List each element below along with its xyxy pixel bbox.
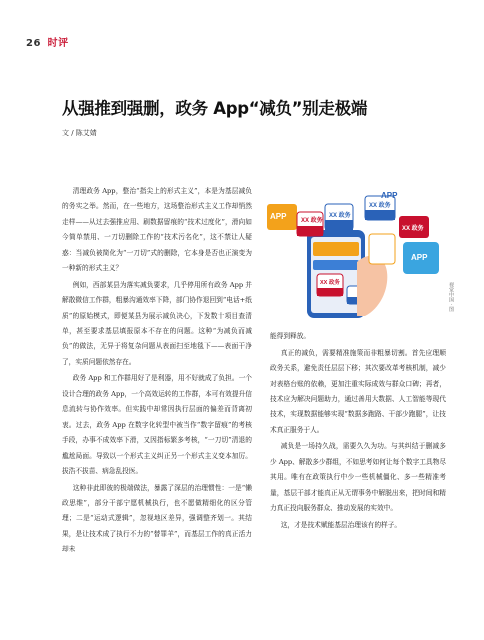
- page-number: 26: [26, 38, 41, 49]
- paragraph: 例如，西部某县为落实减负要求，几乎停用所有政务 App 并解散微信工作群，粗暴沟通效率下降，部门协作退回到“电话+纸质”的原始模式，即便某县为展示减负决心，下发数十项目查清单，甚至要求基层填报原本不存在的问题。这种“为减负而减负”的做法，无异于将复杂问题从表面扫至地毯下——表面干净了，实质问题依然存在。: [62, 280, 252, 366]
- page-header: [26, 34, 69, 49]
- paragraph: 减负是一场持久战，需要久久为功。与其纠结于删减多少 App、解散多少群组，不如思考如何让每个数字工具物尽其用。唯有在政策执行中少一些机械僵化、多一些精准考量，基层干部才能真正从无谓事务中解脱出来，把时间和精力真正投向服务群众、推动发展的实效中。: [270, 442, 447, 513]
- paragraph: 这，才是技术赋能基层治理该有的样子。: [280, 520, 402, 529]
- photo-credit: 视觉中国 · 图: [448, 282, 454, 312]
- phone-graphic: [307, 230, 365, 318]
- tile-label: APP: [411, 253, 428, 262]
- paragraph: 清理政务 App，整治“指尖上的形式主义”，本是为基层减负的务实之举。然而，在一些地方，这场整治形式主义工作却悄然走样——从过去强推应用、刷数据留痕的“技术过度化”，滑向如今简单禁用、一刀切删除工作的“技术污名化”，这不禁让人疑惑：当减负被简化为“一刀切”式的删除，它本身是否也正演变为一种新的形式主义？: [62, 187, 252, 273]
- paragraph: 政务 App 和工作群用好了是利器，用不好就成了负担。一个设计合理的政务 App，一个高效运转的工作群，本可有效提升信息流转与协作效率。但实践中却常因执行层面的偏差而背离初衷。过去，政务 App 在数字化转型中被当作“数字留痕”的考核手段，办事不成效率下滑，又因指标繁多考核，“一刀切”清退的尴尬局面。导致以一个形式主义纠正另一个形式主义变本加厉。拔浩不拔苗、病急乱投医。: [62, 374, 252, 475]
- phone-app-illustration: [261, 190, 457, 320]
- paragraph: 真正的减负，需要精准施策而非粗暴切割。首先应理顺政务关系，避免责任层层下移；其次要改革考核机制，减少对表格台账的依赖，更加注重实际成效与群众口碑；再者，技术应为解决问题助力，通过善用大数据、人工智能等现代技术，实现数据能够实现“数据多跑路、干部少跑腿”，让技术真正服务于人。: [270, 348, 446, 434]
- section-label: 时评: [47, 38, 69, 49]
- paragraph: 这种非此即彼的极端做法，暴露了深层的治理惯性：一是“懒政思维”，部分干部宁愿机械执行，也不愿做精细化的区分管理；二是“运动式逻辑”，忽视地区差异，强调整齐划一。其结果，是让技术成了执行不力的“替罪羊”，而基层工作的真正活力却未: [62, 483, 252, 554]
- tile-label: XX 政务: [320, 280, 340, 286]
- tile-label: APP: [381, 191, 398, 200]
- illustration: [261, 190, 457, 320]
- hand-graphic: [357, 256, 387, 316]
- article-title: 从强推到强删，政务 App“减负”别走极端: [62, 99, 368, 118]
- article-byline: 文 / 陈艾婧: [62, 129, 97, 137]
- tile-label: XX 政务: [301, 218, 323, 224]
- article-column-left: [62, 184, 252, 559]
- article-column-right: [270, 329, 446, 534]
- tile-label: XX 政务: [402, 226, 424, 232]
- tile-label: XX 政务: [329, 213, 351, 219]
- paragraph: 能得到释放。: [270, 332, 311, 340]
- tile-label: APP: [270, 212, 287, 221]
- tile-label: XX 政务: [369, 203, 391, 209]
